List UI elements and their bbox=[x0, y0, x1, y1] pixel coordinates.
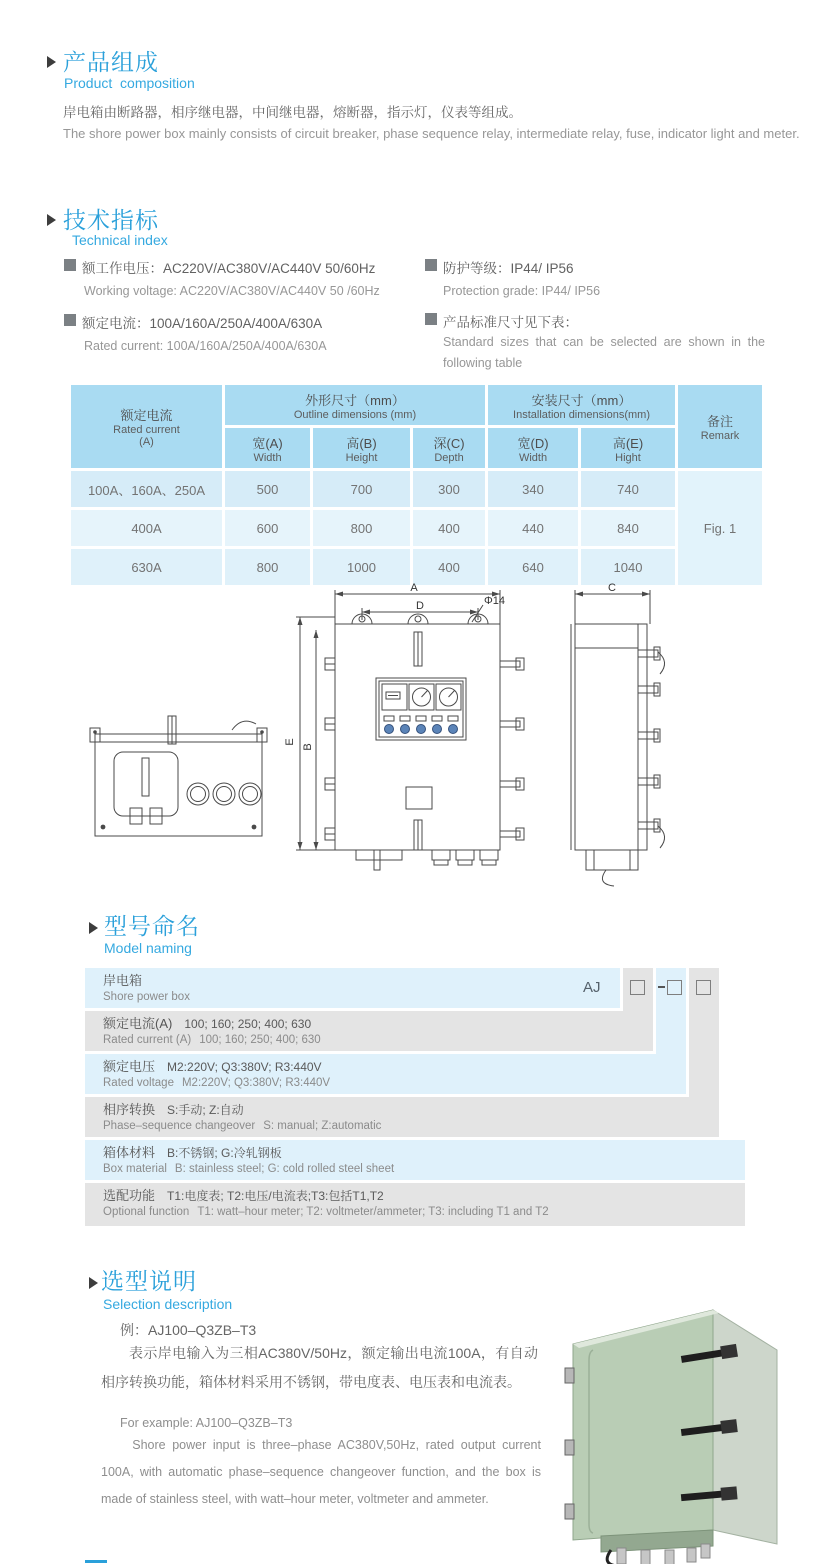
header-outline-dimensions: 外形尺寸（mm） Outline dimensions (mm) bbox=[224, 384, 487, 427]
square-bullet-icon bbox=[425, 313, 437, 325]
spec-standard-sizes-zh: 产品标准尺寸见下表： bbox=[425, 311, 765, 331]
header-remark: 备注 Remark bbox=[677, 384, 764, 470]
cell-install-hight: 1040 bbox=[580, 548, 677, 587]
header-height-b: 高(B) Height bbox=[312, 427, 412, 470]
section-title-selection-description: 选型说明 bbox=[101, 1268, 197, 1294]
technical-drawings bbox=[40, 582, 800, 890]
cell-install-width: 440 bbox=[487, 509, 580, 548]
square-bullet-icon bbox=[64, 259, 76, 271]
model-naming-table bbox=[85, 968, 745, 1226]
header-installation-dimensions: 安装尺寸（mm） Installation dimensions(mm) bbox=[487, 384, 677, 427]
footer-rule bbox=[85, 1560, 107, 1563]
section-arrow-icon bbox=[47, 214, 56, 226]
selection-example-en: For example: AJ100–Q3ZB–T3 bbox=[120, 1416, 293, 1430]
cell-current: 400A bbox=[70, 509, 224, 548]
header-rated-current: 额定电流 Rated current (A) bbox=[70, 384, 224, 470]
section-title-model-naming: 型号命名 bbox=[104, 913, 200, 939]
section-subtitle-technical-index: Technical index bbox=[72, 232, 168, 248]
dim-label-a: A bbox=[410, 582, 418, 594]
model-row-phase-sequence: 相序转换 S:手动; Z:自动 Phase–sequence changeover S: manual; Z:automatic bbox=[85, 1097, 719, 1137]
dash-icon bbox=[658, 986, 665, 988]
cell-width: 800 bbox=[224, 548, 312, 587]
section-arrow-icon bbox=[89, 922, 98, 934]
section-title-product-composition: 产品组成 bbox=[63, 49, 159, 75]
spec-standard-sizes-en: Standard sizes that can be selected are shown in the following table bbox=[443, 335, 765, 370]
spec-working-voltage-en: Working voltage: AC220V/AC380V/AC440V 50 /60Hz bbox=[84, 284, 380, 298]
model-row-box-material: 箱体材料 B:不锈钢; G:冷轧钢板 Box material B: stainless steel; G: cold rolled steel sheet bbox=[85, 1140, 745, 1180]
cell-current: 100A、160A、250A bbox=[70, 470, 224, 509]
product-composition-text-en: The shore power box mainly consists of circuit breaker, phase sequence relay, intermediate relay, fuse, indicator light and meter. bbox=[63, 126, 800, 141]
dim-label-d: D bbox=[416, 600, 424, 612]
section-title-technical-index: 技术指标 bbox=[63, 207, 159, 233]
cell-depth: 400 bbox=[412, 548, 487, 587]
model-row-optional-function: 选配功能 T1:电度表; T2:电压/电流表;T3:包括T1,T2 Optional function T1: watt–hour meter; T2: voltmeter/ammeter; T3: including T1 and T2 bbox=[85, 1183, 745, 1226]
product-photo bbox=[545, 1292, 810, 1564]
cell-install-hight: 840 bbox=[580, 509, 677, 548]
spec-rated-current-en: Rated current: 100A/160A/250A/400A/630A bbox=[84, 339, 327, 353]
cell-install-hight: 740 bbox=[580, 470, 677, 509]
model-code-box-2 bbox=[658, 980, 682, 1000]
product-composition-text-zh: 岸电箱由断路器，相序继电器，中间继电器，熔断器，指示灯，仪表等组成。 bbox=[63, 105, 522, 120]
model-row-shore-power-box: 岸电箱 Shore power box bbox=[85, 968, 620, 1008]
cell-depth: 300 bbox=[412, 470, 487, 509]
table-row bbox=[70, 548, 764, 587]
cell-current: 630A bbox=[70, 548, 224, 587]
section-arrow-icon bbox=[47, 56, 56, 68]
cell-width: 500 bbox=[224, 470, 312, 509]
section-subtitle-model-naming: Model naming bbox=[104, 940, 192, 956]
dim-label-b: B bbox=[302, 743, 314, 751]
side-view-drawing bbox=[571, 590, 665, 886]
spec-working-voltage-zh: 额工作电压：AC220V/AC380V/AC440V 50/60Hz bbox=[64, 257, 414, 277]
dimensions-table bbox=[68, 382, 765, 588]
selection-example-zh: 例：AJ100–Q3ZB–T3 bbox=[120, 1322, 257, 1338]
dim-label-hole: Φ14 bbox=[484, 595, 506, 607]
cell-height: 1000 bbox=[312, 548, 412, 587]
spec-rated-current-zh: 额定电流：100A/160A/250A/400A/630A bbox=[64, 312, 414, 332]
cell-height: 800 bbox=[312, 509, 412, 548]
dim-label-c: C bbox=[608, 582, 616, 594]
cell-height: 700 bbox=[312, 470, 412, 509]
header-depth-c: 深(C) Depth bbox=[412, 427, 487, 470]
front-view-drawing bbox=[296, 590, 524, 870]
spec-protection-grade-en: Protection grade: IP44/ IP56 bbox=[443, 284, 601, 298]
cell-install-width: 640 bbox=[487, 548, 580, 587]
dim-label-e: E bbox=[284, 738, 296, 746]
selection-body-zh: 表示岸电输入为三相AC380V/50Hz，额定输出电流100A，有自动相序转换功能，箱体材料采用不锈钢，带电度表、电压表和电流表。 bbox=[101, 1345, 538, 1390]
model-row-rated-voltage: 额定电压 M2:220V; Q3:380V; R3:440V Rated voltage M2:220V; Q3:380V; R3:440V bbox=[85, 1054, 686, 1094]
model-row-rated-current: 额定电流(A) 100; 160; 250; 400; 630 Rated current (A) 100; 160; 250; 400; 630 bbox=[85, 1011, 653, 1051]
table-row bbox=[70, 470, 764, 509]
spec-protection-grade-zh: 防护等级：IP44/ IP56 bbox=[425, 257, 765, 277]
header-hight-e: 高(E) Hight bbox=[580, 427, 677, 470]
section-subtitle-product-composition: Product composition bbox=[64, 75, 195, 91]
header-width-a: 宽(A) Width bbox=[224, 427, 312, 470]
cell-remark: Fig. 1 bbox=[677, 470, 764, 587]
section-arrow-icon bbox=[89, 1277, 98, 1289]
square-bullet-icon bbox=[425, 259, 437, 271]
table-row bbox=[70, 509, 764, 548]
square-bullet-icon bbox=[64, 314, 76, 326]
section-subtitle-selection-description: Selection description bbox=[103, 1296, 233, 1312]
model-code-box-3 bbox=[696, 980, 711, 995]
selection-body-en: Shore power input is three–phase AC380V,50Hz, rated output current 100A, with automatic phase–sequence changeover function, and the box is made of stainless steel, with watt–hour meter, voltmeter and ammeter. bbox=[101, 1438, 541, 1506]
cell-width: 600 bbox=[224, 509, 312, 548]
model-code-box-1 bbox=[630, 980, 645, 995]
cell-install-width: 340 bbox=[487, 470, 580, 509]
cell-depth: 400 bbox=[412, 509, 487, 548]
bottom-view-drawing bbox=[90, 716, 267, 836]
model-code-prefix: AJ bbox=[583, 979, 601, 996]
header-width-d: 宽(D) Width bbox=[487, 427, 580, 470]
